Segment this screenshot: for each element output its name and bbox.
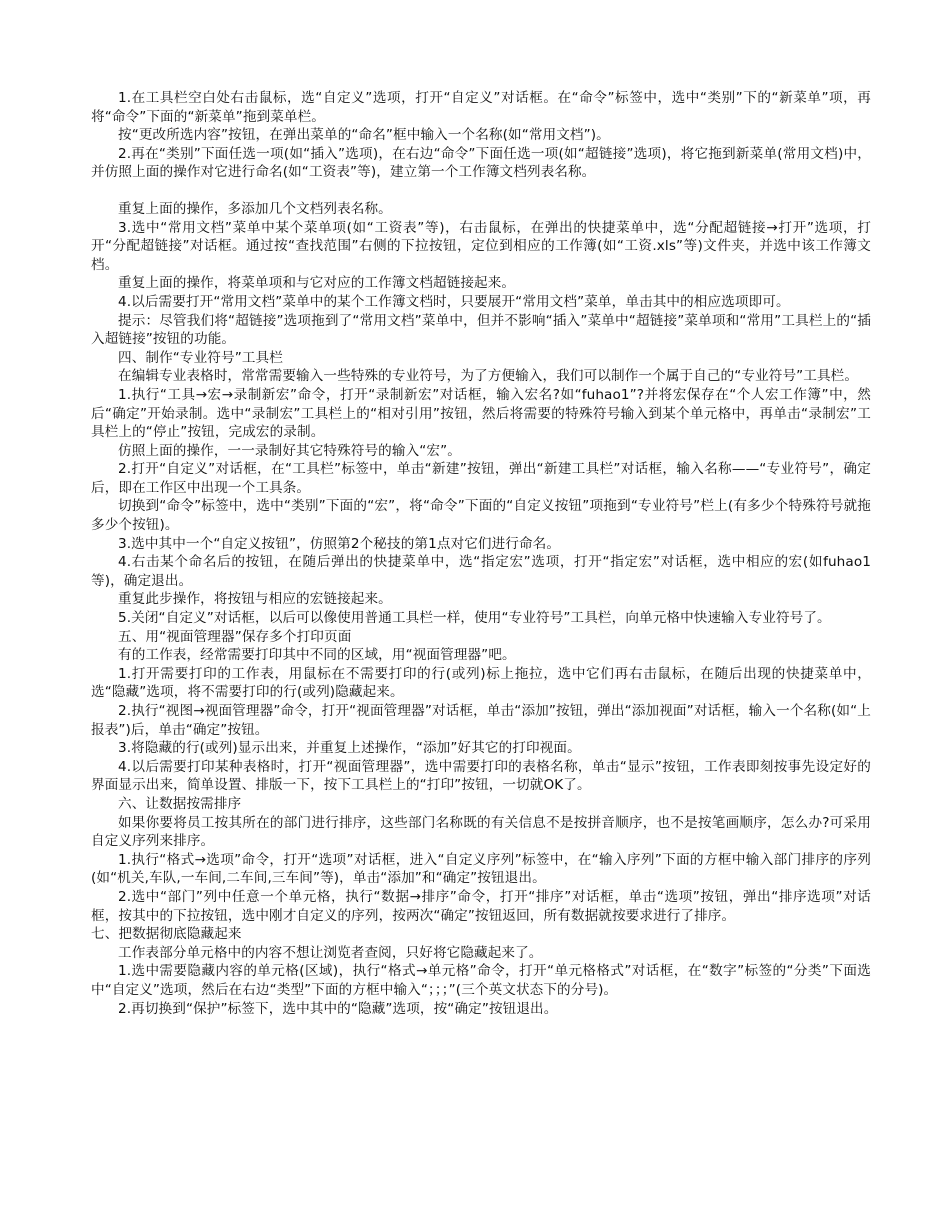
paragraph: 五、用“视面管理器”保存多个打印页面 bbox=[118, 628, 352, 645]
paragraph: 1.执行“格式→选项”命令，打开“选项”对话框，进入“自定义序列”标签中，在“输入序列”下面的方框中输入部门排序的序列(如“机关,车队,一车间,二车间,三车间”等)，单击“添加”和“确定”按钮退出。 bbox=[91, 851, 871, 887]
paragraph: 3.选中其中一个“自定义按钮”，仿照第2个秘技的第1点对它们进行命名。 bbox=[118, 535, 561, 552]
paragraph: 3.选中“常用文档”菜单中某个菜单项(如“工资表”等)，右击鼠标，在弹出的快捷菜单中，选“分配超链接→打开”选项，打开“分配超链接”对话框。通过按“查找范围”右侧的下拉按钮，定位到相应的工作簿(如“工资.xls”等)文件夹，并选中该工作簿文档。 bbox=[91, 219, 871, 273]
paragraph: 重复上面的操作，将菜单项和与它对应的工作簿文档超链接起来。 bbox=[118, 275, 516, 292]
paragraph: 工作表部分单元格中的内容不想让浏览者查阅，只好将它隐藏起来了。 bbox=[118, 944, 543, 961]
paragraph: 1.打开需要打印的工作表，用鼠标在不需要打印的行(或列)标上拖拉，选中它们再右击鼠标，在随后出现的快捷菜单中，选“隐藏”选项，将不需要打印的行(或列)隐藏起来。 bbox=[91, 665, 871, 701]
document-body bbox=[91, 89, 871, 1018]
paragraph: 如果你要将员工按其所在的部门进行排序，这些部门名称既的有关信息不是按拼音顺序，也不是按笔画顺序，怎么办?可采用自定义序列来排序。 bbox=[91, 814, 871, 850]
paragraph: 2.再切换到“保护”标签下，选中其中的“隐藏”选项，按“确定”按钮退出。 bbox=[118, 1000, 558, 1017]
paragraph: 仿照上面的操作，一一录制好其它特殊符号的输入“宏”。 bbox=[118, 442, 461, 459]
paragraph: 1.执行“工具→宏→录制新宏”命令，打开“录制新宏”对话框，输入宏名?如“fuhao1”?并将宏保存在“个人宏工作簿”中，然后“确定”开始录制。选中“录制宏”工具栏上的“相对引用”按钮，然后将需要的特殊符号输入到某个单元格中，再单击“录制宏”工具栏上的“停止”按钮，完成宏的录制。 bbox=[91, 386, 871, 441]
paragraph: 4.以后需要打印某种表格时，打开“视面管理器”，选中需要打印的表格名称，单击“显示”按钮，工作表即刻按事先设定好的界面显示出来，简单设置、排版一下，按下工具栏上的“打印”按钮，一切就OK了。 bbox=[91, 758, 871, 794]
paragraph: 2.执行“视图→视面管理器”命令，打开“视面管理器”对话框，单击“添加”按钮，弹出“添加视面”对话框，输入一个名称(如“上报表”)后，单击“确定”按钮。 bbox=[91, 703, 871, 738]
paragraph: 1.在工具栏空白处右击鼠标，选“自定义”选项，打开“自定义”对话框。在“命令”标签中，选中“类别”下的“新菜单”项，再将“命令”下面的“新菜单”拖到菜单栏。 bbox=[91, 90, 871, 125]
paragraph: 2.打开“自定义”对话框，在“工具栏”标签中，单击“新建”按钮，弹出“新建工具栏”对话框，输入名称——“专业符号”，确定后，即在工作区中出现一个工具条。 bbox=[91, 461, 871, 496]
paragraph: 切换到“命令”标签中，选中“类别”下面的“宏”，将“命令”下面的“自定义按钮”项拖到“专业符号”栏上(有多少个特殊符号就拖多少个按钮)。 bbox=[91, 498, 871, 534]
paragraph: 在编辑专业表格时，常常需要输入一些特殊的专业符号，为了方便输入，我们可以制作一个属于自己的“专业符号”工具栏。 bbox=[118, 368, 859, 385]
paragraph: 七、把数据彻底隐藏起来 bbox=[91, 926, 242, 943]
paragraph: 提示：尽管我们将“超链接”选项拖到了“常用文档”菜单中，但并不影响“插入”菜单中“超链接”菜单项和“常用”工具栏上的“插入超链接”按钮的功能。 bbox=[91, 312, 871, 348]
paragraph: 5.关闭“自定义”对话框，以后可以像使用普通工具栏一样，使用“专业符号”工具栏，向单元格中快速输入专业符号了。 bbox=[118, 610, 831, 627]
paragraph: 4.以后需要打开“常用文档”菜单中的某个工作簿文档时，只要展开“常用文档”菜单，单击其中的相应选项即可。 bbox=[118, 293, 790, 310]
paragraph: 4.右击某个命名后的按钮，在随后弹出的快捷菜单中，选“指定宏”选项，打开“指定宏”对话框，选中相应的宏(如fuhao1等)，确定退出。 bbox=[91, 554, 871, 589]
blank-line bbox=[91, 182, 871, 200]
paragraph: 重复上面的操作，多添加几个文档列表名称。 bbox=[118, 200, 392, 217]
paragraph: 按“更改所选内容”按钮，在弹出菜单的“命名”框中输入一个名称(如“常用文档”)。 bbox=[118, 127, 610, 144]
paragraph: 1.选中需要隐藏内容的单元格(区域)，执行“格式→单元格”命令，打开“单元格格式”对话框，在“数字”标签的“分类”下面选中“自定义”选项，然后在右边“类型”下面的方框中输入“；；；”(三个英文状态下的分号)。 bbox=[91, 963, 871, 998]
paragraph: 六、让数据按需排序 bbox=[118, 795, 242, 812]
paragraph: 2.再在“类别”下面任选一项(如“插入”选项)，在右边“命令”下面任选一项(如“超链接”选项)，将它拖到新菜单(常用文档)中，并仿照上面的操作对它进行命名(如“工资表”等)，建立第一个工作簿文档列表名称。 bbox=[91, 145, 871, 181]
paragraph: 2.选中“部门”列中任意一个单元格，执行“数据→排序”命令，打开“排序”对话框，单击“选项”按钮，弹出“排序选项”对话框，按其中的下拉按钮，选中刚才自定义的序列，按两次“确定”按钮返回，所有数据就按要求进行了排序。 bbox=[91, 888, 871, 924]
paragraph: 重复此步操作，将按钮与相应的宏链接起来。 bbox=[118, 591, 392, 608]
paragraph: 3.将隐藏的行(或列)显示出来，并重复上述操作，“添加”好其它的打印视面。 bbox=[118, 740, 581, 757]
paragraph: 有的工作表，经常需要打印其中不同的区域，用“视面管理器”吧。 bbox=[118, 647, 516, 664]
paragraph: 四、制作“专业符号”工具栏 bbox=[118, 349, 283, 366]
